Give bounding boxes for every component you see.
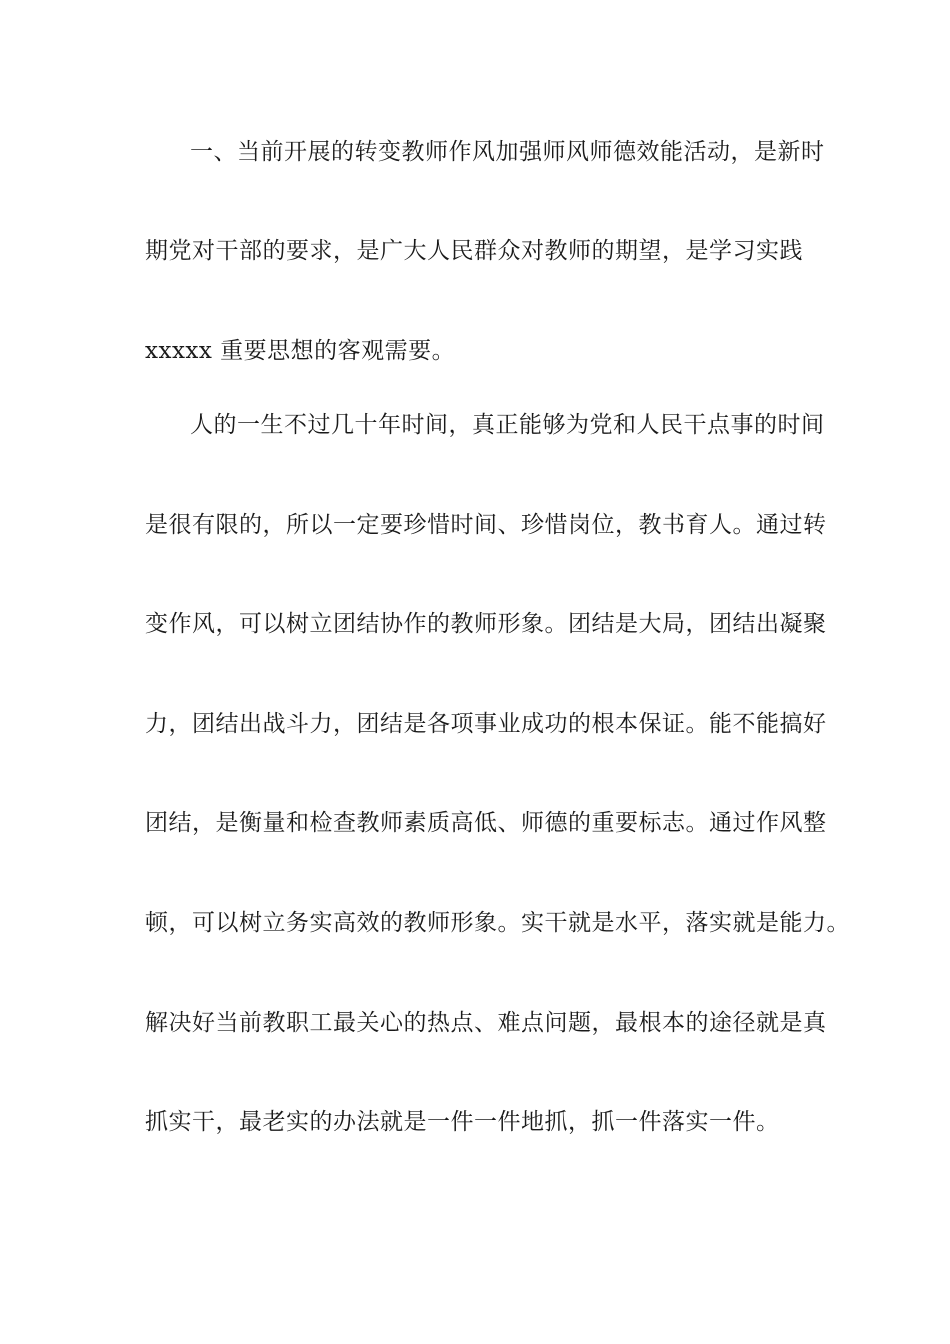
paragraph-1-line-1: 一、当前开展的转变教师作风加强师风师德效能活动，是新时 [190,139,825,165]
paragraph-2-line-5: 团结，是衡量和检查教师素质高低、师德的重要标志。通过作风整 [145,810,827,836]
paragraph-2-line-3: 变作风，可以树立团结协作的教师形象。团结是大局，团结出凝聚 [145,611,827,637]
paragraph-2-line-2: 是很有限的，所以一定要珍惜时间、珍惜岗位，教书育人。通过转 [145,512,827,538]
paragraph-2-line-4: 力，团结出战斗力，团结是各项事业成功的根本保证。能不能搞好 [145,711,827,737]
paragraph-2-line-7: 解决好当前教职工最关心的热点、难点问题，最根本的途径就是真 [145,1010,827,1036]
paragraph-1-line-3: xxxxx 重要思想的客观需要。 [145,338,456,364]
paragraph-2-line-8: 抓实干，最老实的办法就是一件一件地抓，抓一件落实一件。 [145,1109,780,1135]
paragraph-1-line-2: 期党对干部的要求，是广大人民群众对教师的期望，是学习实践 [145,238,803,264]
paragraph-2-line-6: 顿，可以树立务实高效的教师形象。实干就是水平，落实就是能力。 [145,910,850,936]
paragraph-2-line-1: 人的一生不过几十年时间，真正能够为党和人民干点事的时间 [190,412,825,438]
